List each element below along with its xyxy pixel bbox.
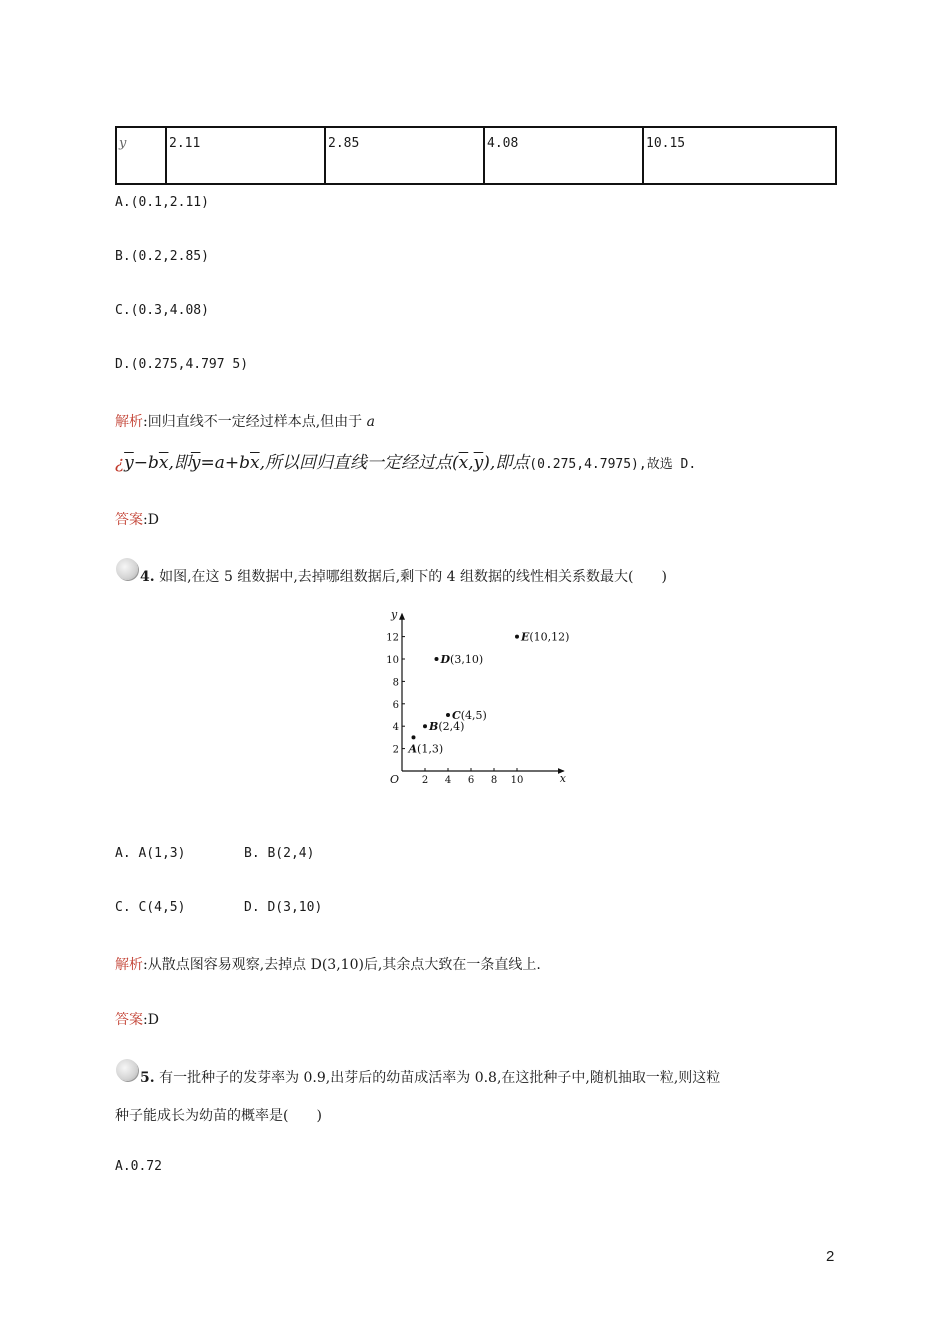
origin-label: O	[390, 773, 400, 786]
x-tick-label: 2	[421, 775, 429, 786]
table-row	[116, 127, 836, 184]
q4-option-a: A. A(1,3)	[115, 846, 186, 861]
formula-tail: (0.275,4.7975),故选 D.	[529, 457, 697, 472]
question-number: 5.	[140, 1070, 155, 1086]
page-number: 2	[826, 1248, 835, 1265]
formula-y-bar: $\overline{y}$	[124, 453, 134, 473]
question-bubble-icon	[116, 558, 138, 580]
q3-analysis	[115, 411, 375, 431]
q5-question-line1	[140, 1067, 720, 1087]
analysis-text: :从散点图容易观察,去掉点 D(3,10)后,其余点大致在一条直线上.	[143, 957, 541, 973]
answer-label: 答案	[115, 512, 143, 528]
point-label: A(1,3)	[408, 742, 444, 756]
formula-segment: ,所以回归直线一定经过点(	[259, 453, 459, 473]
x-tick-label: 6	[467, 775, 475, 786]
q4-option-b: B. B(2,4)	[244, 846, 315, 861]
x-tick-label: 4	[444, 775, 452, 786]
point-label: C(4,5)	[452, 709, 487, 722]
formula-segment: ,	[468, 453, 474, 473]
formula-prefix: ¿	[115, 453, 125, 473]
q3-option-d: D.(0.275,4.797 5)	[115, 357, 249, 372]
data-table	[115, 126, 837, 185]
analysis-label: 解析	[115, 414, 143, 430]
q4-question	[140, 566, 667, 586]
y-tick-label: 4	[392, 722, 399, 734]
analysis-text: :回归直线不一定经过样本点,但由于	[143, 414, 367, 430]
data-point	[515, 635, 519, 639]
q3-option-b: B.(0.2,2.85)	[115, 249, 209, 264]
point-label: D(3,10)	[440, 653, 484, 666]
q4-answer	[115, 1009, 159, 1029]
x-tick-label: 10	[510, 775, 524, 786]
table-cell: 4.08	[484, 127, 643, 184]
q4-option-d: D. D(3,10)	[244, 900, 323, 915]
point-label: B(2,4)	[429, 720, 465, 734]
data-point	[423, 724, 427, 728]
formula-x-bar: $\overline{x}$	[458, 453, 469, 473]
question-bubble-icon	[116, 1059, 138, 1081]
y-tick-label: 8	[392, 677, 399, 689]
data-point	[446, 713, 450, 717]
q3-option-c: C.(0.3,4.08)	[115, 303, 209, 318]
question-number: 4.	[140, 569, 155, 585]
answer-text: :D	[143, 512, 159, 528]
analysis-var: a	[366, 414, 375, 430]
x-axis-label: x	[559, 772, 566, 785]
question-text: 有一批种子的发芽率为 0.9,出芽后的幼苗成活率为 0.8,在这批种子中,随机抽取一粒,则这粒	[154, 1070, 721, 1086]
q5-question-line2: 种子能成长为幼苗的概率是( )	[115, 1108, 322, 1124]
q3-formula-line	[115, 448, 696, 473]
q3-answer	[115, 509, 159, 529]
table-cell: 2.11	[166, 127, 325, 184]
table-header-cell: y	[116, 127, 166, 184]
table-cell: 10.15	[643, 127, 836, 184]
point-label: E(10,12)	[521, 630, 570, 644]
formula-segment: =a+b	[200, 453, 250, 473]
q3-option-a: A.(0.1,2.11)	[115, 195, 209, 210]
formula-segment: −b	[133, 453, 159, 473]
data-point	[412, 735, 416, 739]
formula-y-bar: $\overline{y}$	[473, 453, 484, 473]
answer-text: :D	[143, 1012, 159, 1028]
formula-y-bar: $\overline{y}$	[190, 453, 201, 473]
x-tick-label: 8	[490, 775, 498, 786]
q5-option-a: A.0.72	[115, 1159, 162, 1174]
scatter-chart	[375, 603, 575, 788]
y-tick-label: 12	[386, 632, 399, 644]
y-tick-label: 2	[392, 744, 399, 756]
formula-segment: ),即点	[483, 453, 530, 473]
q4-analysis	[115, 954, 541, 974]
q4-option-c: C. C(4,5)	[115, 900, 186, 915]
formula-x-bar: $\overline{x}$	[158, 453, 169, 473]
y-axis-label: y	[391, 607, 398, 621]
question-text: 如图,在这 5 组数据中,去掉哪组数据后,剩下的 4 组数据的线性相关系数最大( )	[154, 569, 667, 585]
formula-x-bar: $\overline{x}$	[250, 453, 260, 473]
data-point	[435, 657, 439, 661]
analysis-label: 解析	[115, 957, 143, 973]
y-tick-label: 10	[386, 655, 399, 666]
table-cell: 2.85	[325, 127, 484, 184]
y-tick-label: 6	[392, 699, 399, 711]
formula-segment: ,即	[168, 453, 191, 473]
answer-label: 答案	[115, 1012, 143, 1028]
